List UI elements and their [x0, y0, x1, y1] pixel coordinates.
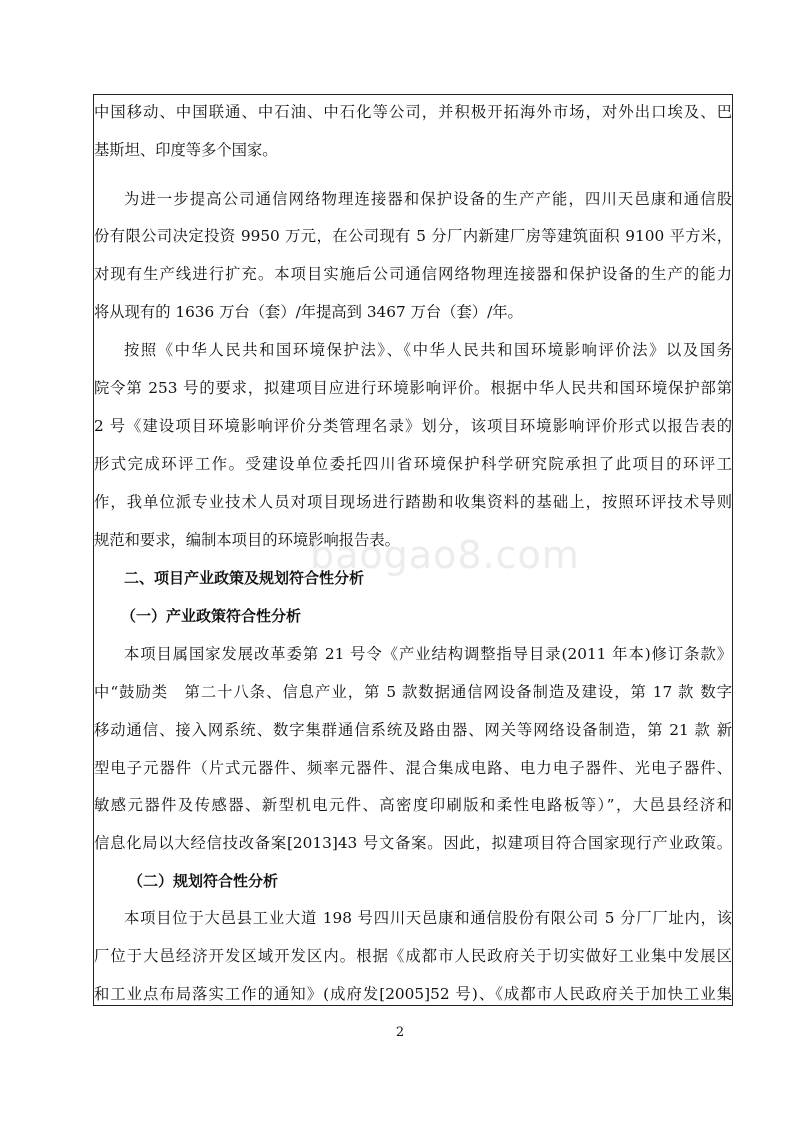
text-line: 本项目位于大邑县工业大道 198 号四川天邑康和通信股份有限公司 5 分厂厂址内，该: [124, 909, 732, 927]
text-line: 形式完成环评工作。受建设单位委托四川省环境保护科学研究院承担了此项目的环评工: [94, 455, 732, 473]
watermark: baogao8.com: [310, 533, 580, 577]
text-line: 中“鼓励类 第二十八条、信息产业，第 5 款数据通信网设备制造及建设，第 17 款 数字: [94, 683, 732, 701]
text-line: 为进一步提高公司通信网络物理连接器和保护设备的生产产能，四川天邑康和通信股: [124, 190, 732, 208]
text-line: 型电子元器件（片式元器件、频率元器件、混合集成电路、电力电子器件、光电子器件、: [94, 759, 732, 777]
text-line: 基斯坦、印度等多个国家。: [94, 141, 278, 159]
text-line: 院令第 253 号的要求，拟建项目应进行环境影响评价。根据中华人民共和国环境保护部第: [94, 379, 732, 397]
text-line: 份有限公司决定投资 9950 万元，在公司现有 5 分厂内新建厂房等建筑面积 9100 平方米，: [94, 227, 732, 245]
page-number: 2: [395, 1025, 405, 1040]
text-line: 信息化局以大经信技改备案[2013]43 号文备案。因此，拟建项目符合国家现行产业政策。: [94, 834, 732, 852]
text-line: 作，我单位派专业技术人员对项目现场进行踏勘和收集资料的基础上，按照环评技术导则: [94, 493, 732, 511]
text-line: 2 号《建设项目环境影响评价分类管理名录》划分，该项目环境影响评价形式以报告表的: [94, 417, 732, 435]
text-line: 本项目属国家发展改革委第 21 号令《产业结构调整指导目录(2011 年本)修订条款》: [124, 645, 732, 663]
subsection-heading: （一）产业政策符合性分析: [121, 607, 302, 625]
text-line: 将从现有的 1636 万台（套）/年提高到 3467 万台（套）/年。: [94, 303, 523, 321]
text-line: 按照《中华人民共和国环境保护法》、《中华人民共和国环境影响评价法》以及国务: [124, 341, 732, 359]
text-line: 中国移动、中国联通、中石油、中石化等公司，并积极开拓海外市场，对外出口埃及、巴: [94, 103, 732, 121]
text-line: 对现有生产线进行扩充。本项目实施后公司通信网络物理连接器和保护设备的生产的能力: [94, 265, 732, 283]
text-line: 和工业点布局落实工作的通知》(成府发[2005]52 号)、《成都市人民政府关于加快工业集: [94, 985, 732, 1003]
text-line: 移动通信、接入网系统、数字集群通信系统及路由器、网关等网络设备制造，第 21 款 新: [94, 721, 732, 739]
text-line: 敏感元器件及传感器、新型机电元件、高密度印刷版和柔性电路板等）”，大邑县经济和: [94, 796, 732, 814]
subsection-heading: （二）规划符合性分析: [128, 872, 279, 890]
section-heading: 二、项目产业政策及规划符合性分析: [124, 569, 365, 587]
text-line: 厂位于大邑经济开发区域开发区内。根据《成都市人民政府关于切实做好工业集中发展区: [94, 947, 732, 965]
text-line: 规范和要求，编制本项目的环境影响报告表。: [94, 531, 400, 549]
